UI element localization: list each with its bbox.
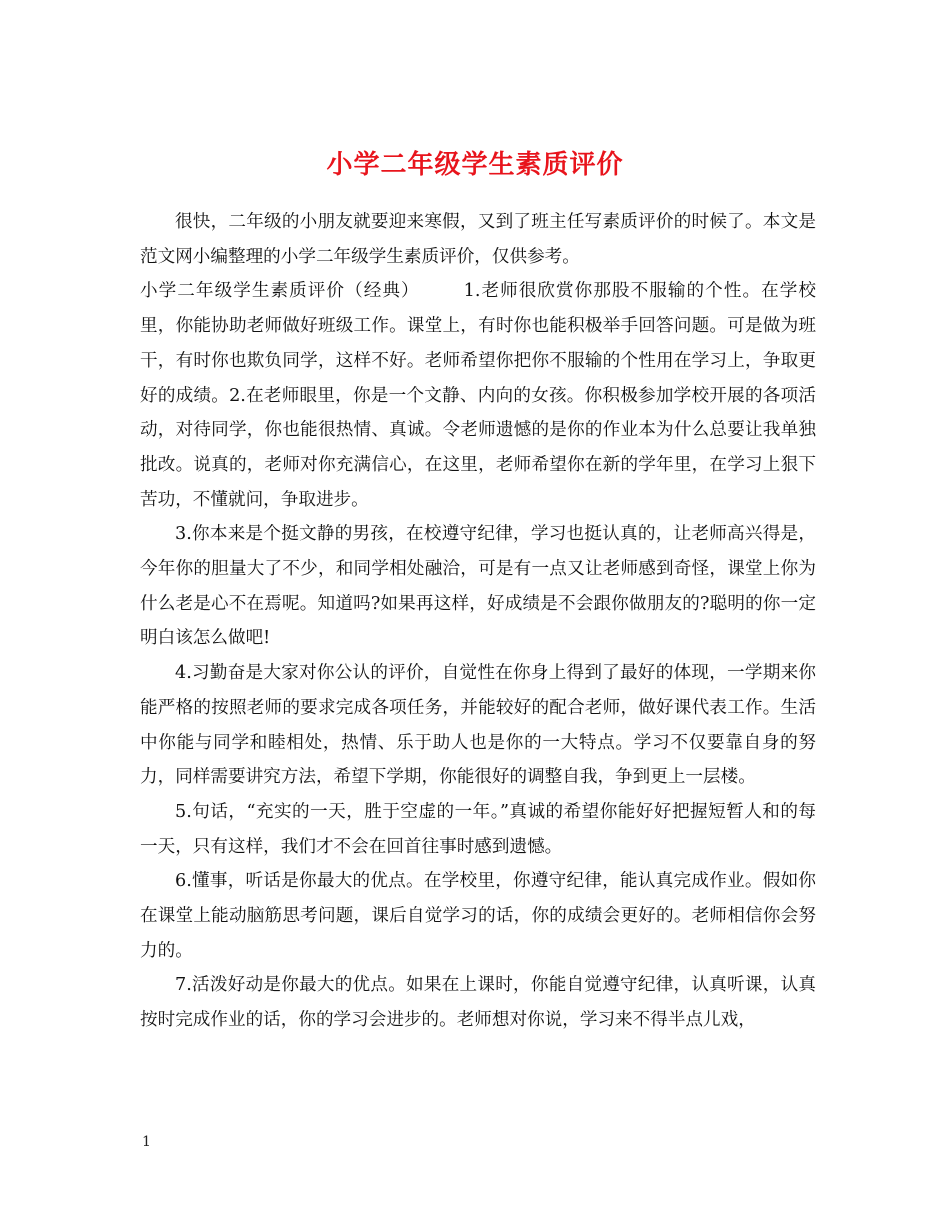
evaluation-paragraph-1 <box>140 274 816 517</box>
page-number: 1 <box>142 1134 151 1150</box>
paragraph-1-text: 1.老师很欣赏你那股不服输的个性。在学校里，你能协助老师做好班级工作。课堂上，有时你也能积极举手回答问题。可是做为班干，有时你也欺负同学，这样不好。老师希望你把你不服输的个性用在学习上，争取更好的成绩。2.在老师眼里，你是一个文静、内向的女孩。你积极参加学校开展的各项活动，对待同学，你也能很热情、真诚。令老师遗憾的是你的作业本为什么总要让我单独批改。说真的，老师对你充满信心，在这里，老师希望你在新的学年里，在学习上狠下苦功，不懂就问，争取进步。 <box>140 281 816 510</box>
intro-paragraph: 很快，二年级的小朋友就要迎来寒假，又到了班主任写素质评价的时候了。本文是范文网小编整理的小学二年级学生素质评价，仅供参考。 <box>140 212 816 267</box>
evaluation-paragraph-7: 7.活泼好动是你最大的优点。如果在上课时，你能自觉遵守纪律，认真听课，认真按时完成作业的话，你的学习会进步的。老师想对你说，学习来不得半点儿戏， <box>140 975 816 1031</box>
evaluation-paragraph-5: 5.句话，“充实的一天，胜于空虚的一年。”真诚的希望你能好好把握短暂人和的每一天，只有这样，我们才不会在回首往事时感到遗憾。 <box>140 801 816 857</box>
document-title: 小学二年级学生素质评价 <box>326 150 624 181</box>
document-body <box>140 205 816 1038</box>
evaluation-paragraph-4: 4.习勤奋是大家对你公认的评价，自觉性在你身上得到了最好的体现，一学期来你能严格的按照老师的要求完成各项任务，并能较好的配合老师，做好课代表工作。生活中你能与同学和睦相处，热情、乐于助人也是你的一大特点。学习不仅要靠自身的努力，同样需要讲究方法，希望下学期，你能很好的调整自我，争到更上一层楼。 <box>140 663 816 788</box>
inline-heading: 小学二年级学生素质评价（经典） <box>140 281 420 302</box>
evaluation-paragraph-6: 6.懂事，听话是你最大的优点。在学校里，你遵守纪律，能认真完成作业。假如你在课堂上能动脑筋思考问题，课后自觉学习的话，你的成绩会更好的。老师相信你会努力的。 <box>140 871 816 961</box>
evaluation-paragraph-3: 3.你本来是个挺文静的男孩，在校遵守纪律，学习也挺认真的，让老师高兴得是，今年你的胆量大了不少，和同学相处融洽，可是有一点又让老师感到奇怪，课堂上你为什么老是心不在焉呢。知道吗?如果再这样，好成绩是不会跟你做朋友的?聪明的你一定明白该怎么做吧! <box>140 524 816 649</box>
